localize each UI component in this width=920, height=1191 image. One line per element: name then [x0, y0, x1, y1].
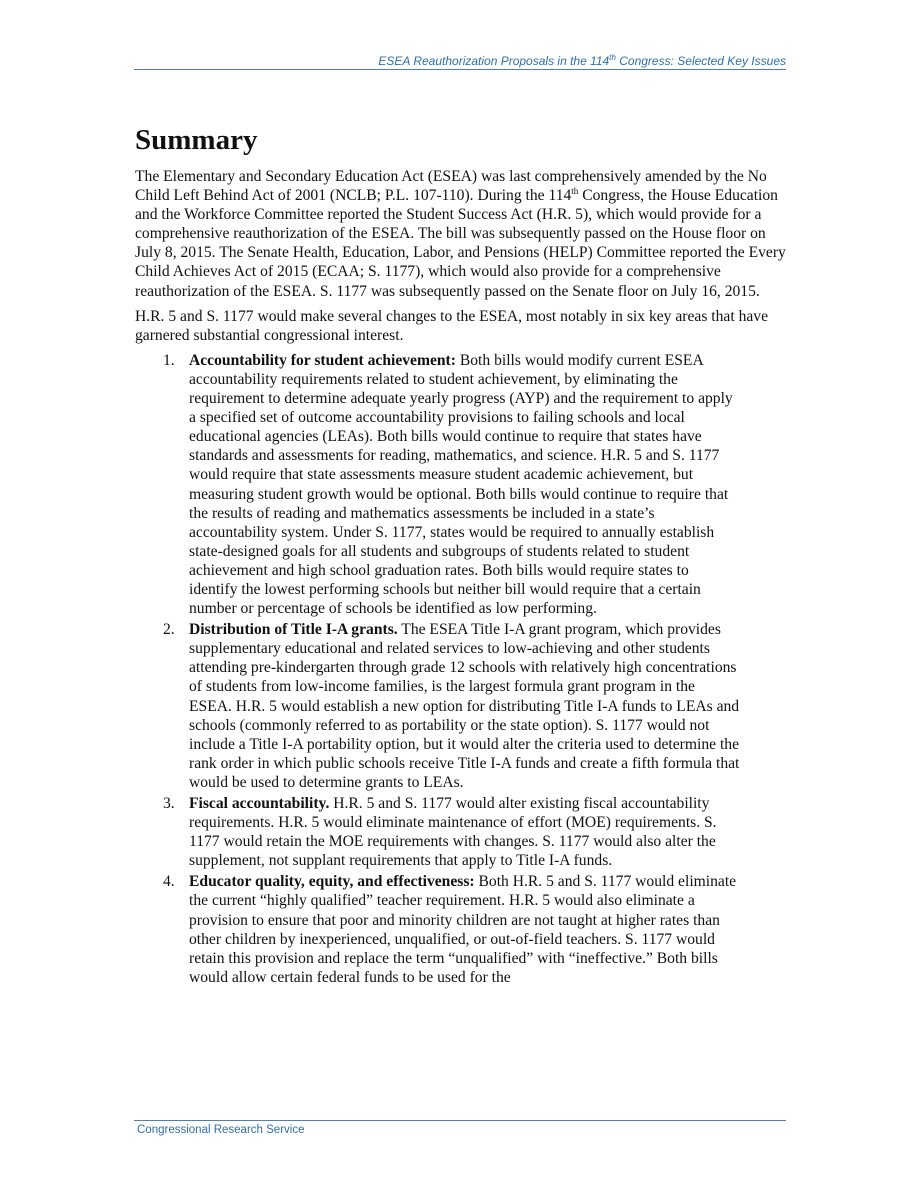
summary-paragraph-2: H.R. 5 and S. 1177 would make several changes to the ESEA, most notably in six key areas that have garnered substantial congressional interest.: [135, 307, 769, 344]
key-issues-list: [135, 351, 795, 987]
list-item-title: Distribution of Title I-A grants.: [189, 621, 398, 639]
summary-body: [135, 167, 795, 989]
summary-p1-part-a: The Elementary and Secondary Education Act (ESEA) was last comprehensively amended by the No Child Left Behind Act of 2001 (NCLB; P.L. 107-110). During the 114: [135, 168, 767, 205]
list-item: [135, 872, 741, 987]
list-item: [135, 351, 741, 618]
list-item: [135, 794, 741, 870]
list-item-text: Both H.R. 5 and S. 1177 would eliminate the current “highly qualified” teacher requirement. H.R. 5 would also eliminate a provision to ensure that poor and minority children are not taught at higher rates than other children by inexperienced, unqualified, or out-of-field teachers. S. 1177 would retain this provision and replace the term “unqualified” with “ineffective.” Both bills would allow certain federal funds to be used for the: [189, 873, 737, 986]
list-item-number: 3.: [163, 795, 175, 812]
summary-p1-superscript: th: [571, 185, 579, 196]
list-item-number: 1.: [163, 351, 175, 369]
list-item-number: 2.: [163, 621, 175, 639]
header-title-superscript: th: [609, 53, 616, 62]
list-item-title: Accountability for student achievement:: [189, 351, 456, 369]
list-item-title: Fiscal accountability.: [189, 795, 330, 812]
list-item-text: The ESEA Title I-A grant program, which provides supplementary educational and related services to low-achieving and other students attending pre-kindergarten through grade 12 schools with relatively high concentrations of students from low-income families, is the largest formula grant program in the ESEA. H.R. 5 would establish a new option for distributing Title I-A funds to LEAs and schools (commonly referred to as portability or the state option). S. 1177 would not include a Title I-A portability option, but it would alter the criteria used to determine the rank order in which public schools receive Title I-A funds and create a fifth formula that would be used to determine grants to LEAs.: [189, 621, 740, 791]
list-item-number: 4.: [163, 873, 175, 891]
footer-divider: [134, 1120, 786, 1121]
list-item-text: Both bills would modify current ESEA accountability requirements related to student achievement, by eliminating the requirement to determine adequate yearly progress (AYP) and the requirement to apply a specified set of outcome accountability provisions to failing schools and local educational agencies (LEAs). Both bills would continue to require that states have standards and assessments for reading, mathematics, and science. H.R. 5 and S. 1177 would require that state assessments measure student academic achievement, but measuring student growth would be optional. Both bills would continue to require that the results of reading and mathematics assessments be included in a state’s accountability system. Under S. 1177, states would be required to annually establish state-designed goals for all students and subgroups of students related to student achievement and high school graduation rates. Both bills would require states to identify the lowest performing schools but neither bill would require that a certain number or percentage of schools be identified as low performing.: [189, 351, 733, 618]
header-title-prefix: ESEA Reauthorization Proposals in the 114: [378, 54, 610, 68]
summary-paragraph-1: [135, 167, 795, 301]
list-item-title: Educator quality, equity, and effectiveness:: [189, 873, 475, 891]
footer-text: Congressional Research Service: [137, 1124, 305, 1136]
summary-p1-part-b: Congress, the House Education and the Workforce Committee reported the Student Success Act (H.R. 5), which would provide for a comprehensive reauthorization of the ESEA. The bill was subsequently passed on the House floor on July 8, 2015. The Senate Health, Education, Labor, and Pensions (HELP) Committee reported the Every Child Achieves Act of 2015 (ECAA; S. 1177), which would also provide for a comprehensive reauthorization of the ESEA. S. 1177 was subsequently passed on the Senate floor on July 16, 2015.: [135, 187, 786, 300]
page-title: Summary: [135, 124, 258, 156]
header-title-suffix: Congress: Selected Key Issues: [615, 54, 786, 68]
header-divider: [134, 69, 786, 70]
list-item: [135, 620, 741, 792]
list-item-text: H.R. 5 and S. 1177 would alter existing fiscal accountability requirements. H.R. 5 would eliminate maintenance of effort (MOE) requirements. S. 1177 would retain the MOE requirements with changes. S. 1177 would also alter the supplement, not supplant requirements that apply to Title I-A funds.: [189, 795, 717, 870]
running-header: [134, 54, 786, 69]
